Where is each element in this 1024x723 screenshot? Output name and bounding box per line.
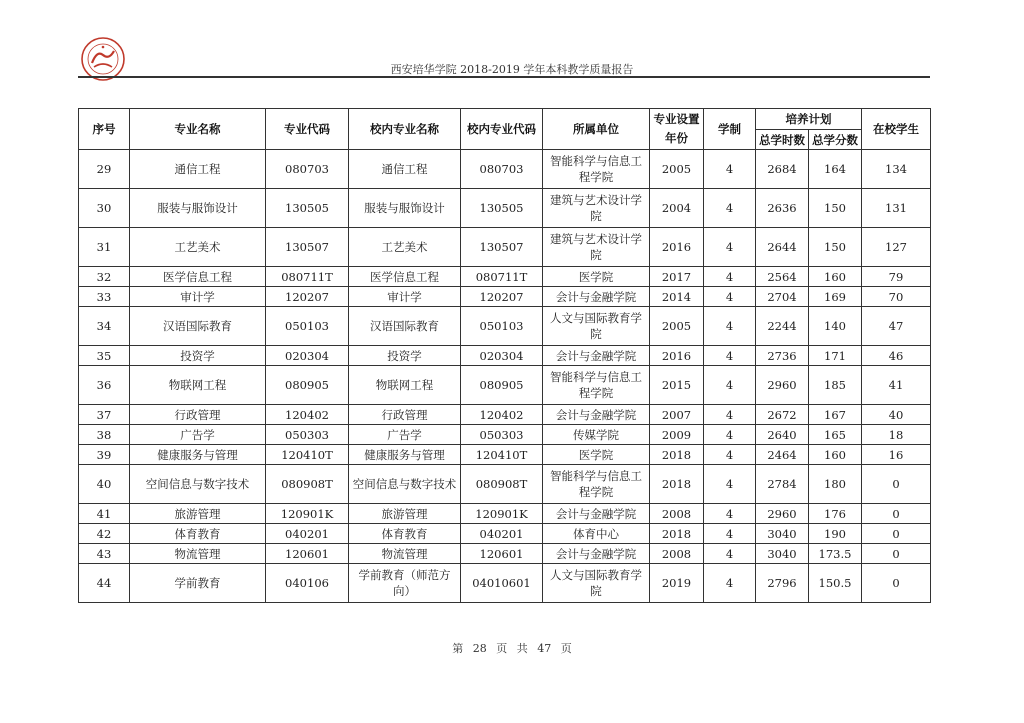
cell-unit: 医学院 bbox=[543, 445, 650, 465]
cell-internal-code: 120901K bbox=[461, 504, 543, 524]
cell-major-name: 物联网工程 bbox=[130, 366, 266, 405]
cell-major-code: 130507 bbox=[266, 228, 349, 267]
table-row bbox=[79, 405, 931, 425]
cell-seq: 36 bbox=[79, 366, 130, 405]
cell-hours: 2796 bbox=[756, 564, 809, 603]
cell-internal-name: 物流管理 bbox=[349, 544, 461, 564]
cell-major-code: 080905 bbox=[266, 366, 349, 405]
cell-duration: 4 bbox=[704, 524, 756, 544]
cell-seq: 29 bbox=[79, 150, 130, 189]
cell-major-code: 050103 bbox=[266, 307, 349, 346]
cell-hours: 3040 bbox=[756, 544, 809, 564]
cell-major-name: 服装与服饰设计 bbox=[130, 189, 266, 228]
cell-internal-name: 通信工程 bbox=[349, 150, 461, 189]
cell-students: 0 bbox=[862, 524, 931, 544]
cell-seq: 43 bbox=[79, 544, 130, 564]
cell-major-name: 学前教育 bbox=[130, 564, 266, 603]
cell-hours: 3040 bbox=[756, 524, 809, 544]
cell-internal-name: 健康服务与管理 bbox=[349, 445, 461, 465]
header-unit: 所属单位 bbox=[543, 109, 650, 150]
cell-year: 2008 bbox=[650, 544, 704, 564]
header-credits: 总学分数 bbox=[809, 130, 862, 150]
header-major-name: 专业名称 bbox=[130, 109, 266, 150]
table-row bbox=[79, 564, 931, 603]
cell-internal-code: 080711T bbox=[461, 267, 543, 287]
cell-duration: 4 bbox=[704, 425, 756, 445]
cell-year: 2015 bbox=[650, 366, 704, 405]
cell-year: 2018 bbox=[650, 445, 704, 465]
cell-major-name: 体育教育 bbox=[130, 524, 266, 544]
cell-students: 79 bbox=[862, 267, 931, 287]
cell-year: 2007 bbox=[650, 405, 704, 425]
cell-major-name: 广告学 bbox=[130, 425, 266, 445]
cell-year: 2005 bbox=[650, 150, 704, 189]
cell-major-name: 通信工程 bbox=[130, 150, 266, 189]
header-internal-code: 校内专业代码 bbox=[461, 109, 543, 150]
cell-year: 2004 bbox=[650, 189, 704, 228]
cell-internal-name: 学前教育（师范方向） bbox=[349, 564, 461, 603]
cell-year: 2017 bbox=[650, 267, 704, 287]
cell-unit: 会计与金融学院 bbox=[543, 544, 650, 564]
table-row bbox=[79, 366, 931, 405]
cell-duration: 4 bbox=[704, 544, 756, 564]
cell-major-name: 投资学 bbox=[130, 346, 266, 366]
cell-major-name: 医学信息工程 bbox=[130, 267, 266, 287]
cell-internal-code: 040201 bbox=[461, 524, 543, 544]
cell-students: 47 bbox=[862, 307, 931, 346]
cell-internal-name: 投资学 bbox=[349, 346, 461, 366]
cell-internal-code: 050103 bbox=[461, 307, 543, 346]
cell-internal-name: 服装与服饰设计 bbox=[349, 189, 461, 228]
cell-seq: 35 bbox=[79, 346, 130, 366]
table-row bbox=[79, 307, 931, 346]
cell-internal-code: 130507 bbox=[461, 228, 543, 267]
cell-major-code: 080711T bbox=[266, 267, 349, 287]
cell-credits: 165 bbox=[809, 425, 862, 445]
cell-hours: 2640 bbox=[756, 425, 809, 445]
cell-unit: 建筑与艺术设计学院 bbox=[543, 189, 650, 228]
cell-internal-name: 审计学 bbox=[349, 287, 461, 307]
header-internal-name: 校内专业名称 bbox=[349, 109, 461, 150]
cell-internal-name: 医学信息工程 bbox=[349, 267, 461, 287]
cell-unit: 传媒学院 bbox=[543, 425, 650, 445]
cell-unit: 会计与金融学院 bbox=[543, 346, 650, 366]
cell-unit: 建筑与艺术设计学院 bbox=[543, 228, 650, 267]
cell-duration: 4 bbox=[704, 307, 756, 346]
table-row bbox=[79, 524, 931, 544]
cell-major-code: 050303 bbox=[266, 425, 349, 445]
cell-major-code: 040106 bbox=[266, 564, 349, 603]
table-row bbox=[79, 287, 931, 307]
cell-credits: 164 bbox=[809, 150, 862, 189]
cell-seq: 34 bbox=[79, 307, 130, 346]
cell-year: 2005 bbox=[650, 307, 704, 346]
cell-credits: 150 bbox=[809, 228, 862, 267]
cell-hours: 2672 bbox=[756, 405, 809, 425]
cell-unit: 智能科学与信息工程学院 bbox=[543, 465, 650, 504]
cell-internal-name: 物联网工程 bbox=[349, 366, 461, 405]
cell-internal-code: 080703 bbox=[461, 150, 543, 189]
cell-seq: 32 bbox=[79, 267, 130, 287]
header-hours: 总学时数 bbox=[756, 130, 809, 150]
cell-unit: 人文与国际教育学院 bbox=[543, 564, 650, 603]
cell-students: 16 bbox=[862, 445, 931, 465]
cell-major-name: 旅游管理 bbox=[130, 504, 266, 524]
cell-major-code: 120402 bbox=[266, 405, 349, 425]
cell-duration: 4 bbox=[704, 228, 756, 267]
cell-major-code: 120901K bbox=[266, 504, 349, 524]
table-row bbox=[79, 445, 931, 465]
cell-credits: 173.5 bbox=[809, 544, 862, 564]
cell-major-code: 080908T bbox=[266, 465, 349, 504]
cell-credits: 169 bbox=[809, 287, 862, 307]
cell-major-name: 空间信息与数字技术 bbox=[130, 465, 266, 504]
cell-duration: 4 bbox=[704, 504, 756, 524]
table-row bbox=[79, 150, 931, 189]
cell-internal-name: 空间信息与数字技术 bbox=[349, 465, 461, 504]
header-students: 在校学生 bbox=[862, 109, 931, 150]
header-year: 专业设置年份 bbox=[650, 109, 704, 150]
cell-internal-code: 050303 bbox=[461, 425, 543, 445]
cell-seq: 37 bbox=[79, 405, 130, 425]
cell-major-code: 120410T bbox=[266, 445, 349, 465]
cell-seq: 41 bbox=[79, 504, 130, 524]
cell-credits: 167 bbox=[809, 405, 862, 425]
header-plan: 培养计划 bbox=[756, 109, 862, 130]
cell-duration: 4 bbox=[704, 465, 756, 504]
cell-major-code: 120207 bbox=[266, 287, 349, 307]
cell-duration: 4 bbox=[704, 366, 756, 405]
cell-unit: 智能科学与信息工程学院 bbox=[543, 150, 650, 189]
header-duration: 学制 bbox=[704, 109, 756, 150]
cell-seq: 30 bbox=[79, 189, 130, 228]
cell-internal-code: 080908T bbox=[461, 465, 543, 504]
cell-seq: 42 bbox=[79, 524, 130, 544]
cell-credits: 160 bbox=[809, 445, 862, 465]
cell-students: 40 bbox=[862, 405, 931, 425]
cell-seq: 40 bbox=[79, 465, 130, 504]
cell-internal-name: 行政管理 bbox=[349, 405, 461, 425]
table-row bbox=[79, 346, 931, 366]
table-row bbox=[79, 189, 931, 228]
cell-duration: 4 bbox=[704, 445, 756, 465]
cell-hours: 2704 bbox=[756, 287, 809, 307]
cell-hours: 2464 bbox=[756, 445, 809, 465]
cell-hours: 2644 bbox=[756, 228, 809, 267]
cell-hours: 2736 bbox=[756, 346, 809, 366]
header-major-code: 专业代码 bbox=[266, 109, 349, 150]
cell-duration: 4 bbox=[704, 189, 756, 228]
cell-credits: 160 bbox=[809, 267, 862, 287]
cell-year: 2008 bbox=[650, 504, 704, 524]
cell-unit: 会计与金融学院 bbox=[543, 405, 650, 425]
cell-students: 134 bbox=[862, 150, 931, 189]
cell-internal-code: 120207 bbox=[461, 287, 543, 307]
cell-students: 131 bbox=[862, 189, 931, 228]
header-seq: 序号 bbox=[79, 109, 130, 150]
cell-major-code: 040201 bbox=[266, 524, 349, 544]
cell-credits: 176 bbox=[809, 504, 862, 524]
cell-unit: 会计与金融学院 bbox=[543, 287, 650, 307]
cell-duration: 4 bbox=[704, 267, 756, 287]
cell-hours: 2636 bbox=[756, 189, 809, 228]
cell-seq: 31 bbox=[79, 228, 130, 267]
cell-major-code: 080703 bbox=[266, 150, 349, 189]
cell-seq: 39 bbox=[79, 445, 130, 465]
table-row bbox=[79, 228, 931, 267]
cell-duration: 4 bbox=[704, 287, 756, 307]
cell-credits: 190 bbox=[809, 524, 862, 544]
cell-internal-code: 020304 bbox=[461, 346, 543, 366]
cell-year: 2016 bbox=[650, 346, 704, 366]
cell-duration: 4 bbox=[704, 346, 756, 366]
cell-major-name: 汉语国际教育 bbox=[130, 307, 266, 346]
cell-year: 2018 bbox=[650, 465, 704, 504]
cell-students: 0 bbox=[862, 465, 931, 504]
cell-credits: 180 bbox=[809, 465, 862, 504]
cell-unit: 会计与金融学院 bbox=[543, 504, 650, 524]
cell-major-code: 120601 bbox=[266, 544, 349, 564]
cell-hours: 2960 bbox=[756, 504, 809, 524]
majors-table bbox=[78, 108, 931, 603]
cell-year: 2019 bbox=[650, 564, 704, 603]
cell-major-name: 行政管理 bbox=[130, 405, 266, 425]
cell-internal-code: 080905 bbox=[461, 366, 543, 405]
cell-internal-name: 汉语国际教育 bbox=[349, 307, 461, 346]
cell-duration: 4 bbox=[704, 405, 756, 425]
cell-unit: 医学院 bbox=[543, 267, 650, 287]
cell-hours: 2960 bbox=[756, 366, 809, 405]
cell-credits: 150.5 bbox=[809, 564, 862, 603]
cell-students: 41 bbox=[862, 366, 931, 405]
cell-duration: 4 bbox=[704, 564, 756, 603]
cell-students: 127 bbox=[862, 228, 931, 267]
cell-credits: 150 bbox=[809, 189, 862, 228]
header-divider bbox=[78, 76, 930, 78]
cell-year: 2009 bbox=[650, 425, 704, 445]
cell-internal-name: 广告学 bbox=[349, 425, 461, 445]
cell-internal-code: 120402 bbox=[461, 405, 543, 425]
cell-credits: 140 bbox=[809, 307, 862, 346]
cell-major-name: 物流管理 bbox=[130, 544, 266, 564]
cell-seq: 38 bbox=[79, 425, 130, 445]
table-row bbox=[79, 544, 931, 564]
table-row bbox=[79, 267, 931, 287]
cell-unit: 人文与国际教育学院 bbox=[543, 307, 650, 346]
cell-unit: 体育中心 bbox=[543, 524, 650, 544]
cell-seq: 33 bbox=[79, 287, 130, 307]
cell-internal-code: 130505 bbox=[461, 189, 543, 228]
report-title: 西安培华学院 2018-2019 学年本科教学质量报告 bbox=[390, 63, 634, 76]
cell-students: 70 bbox=[862, 287, 931, 307]
cell-internal-name: 工艺美术 bbox=[349, 228, 461, 267]
cell-internal-name: 旅游管理 bbox=[349, 504, 461, 524]
cell-year: 2018 bbox=[650, 524, 704, 544]
page-number: 第 28 页 共 47 页 bbox=[452, 642, 572, 655]
cell-students: 0 bbox=[862, 564, 931, 603]
cell-major-name: 工艺美术 bbox=[130, 228, 266, 267]
cell-hours: 2244 bbox=[756, 307, 809, 346]
cell-credits: 171 bbox=[809, 346, 862, 366]
cell-internal-code: 04010601 bbox=[461, 564, 543, 603]
cell-students: 46 bbox=[862, 346, 931, 366]
cell-students: 0 bbox=[862, 504, 931, 524]
cell-year: 2014 bbox=[650, 287, 704, 307]
cell-internal-code: 120410T bbox=[461, 445, 543, 465]
table-row bbox=[79, 465, 931, 504]
table-row bbox=[79, 504, 931, 524]
cell-major-code: 020304 bbox=[266, 346, 349, 366]
cell-major-name: 健康服务与管理 bbox=[130, 445, 266, 465]
cell-students: 18 bbox=[862, 425, 931, 445]
cell-credits: 185 bbox=[809, 366, 862, 405]
cell-students: 0 bbox=[862, 544, 931, 564]
cell-internal-name: 体育教育 bbox=[349, 524, 461, 544]
cell-duration: 4 bbox=[704, 150, 756, 189]
cell-hours: 2564 bbox=[756, 267, 809, 287]
cell-year: 2016 bbox=[650, 228, 704, 267]
cell-major-code: 130505 bbox=[266, 189, 349, 228]
table-row bbox=[79, 425, 931, 445]
cell-hours: 2684 bbox=[756, 150, 809, 189]
cell-major-name: 审计学 bbox=[130, 287, 266, 307]
cell-internal-code: 120601 bbox=[461, 544, 543, 564]
cell-unit: 智能科学与信息工程学院 bbox=[543, 366, 650, 405]
cell-hours: 2784 bbox=[756, 465, 809, 504]
cell-seq: 44 bbox=[79, 564, 130, 603]
